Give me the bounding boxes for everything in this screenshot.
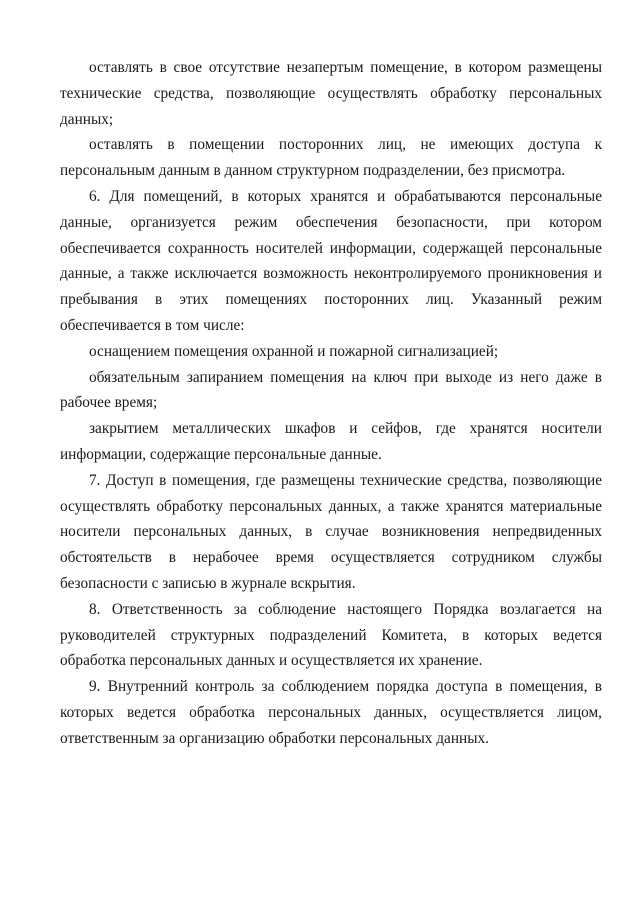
paragraph-outsiders-unattended: оставлять в помещении посторонних лиц, не имеющих доступа к персональным данным в данном структурном подразделении, без присмотра. [60,136,602,180]
paragraph-6-security-regime: 6. Для помещений, в которых хранятся и обрабатываются персональные данные, организуется режим обеспечения безопасности, при котором обеспечивается сохранность носителей информации, содержащей персональные данные, а также исключается возможность неконтролируемого проникновения и пребывания в этих помещениях посторонних лиц. Указанный режим обеспечивается в том числе: [60,187,602,334]
paragraph-alarm-system: оснащением помещения охранной и пожарной сигнализацией; [89,342,499,360]
paragraph-9-internal-control: 9. Внутренний контроль за соблюдением порядка доступа в помещения, в которых ведется обработка персональных данных, осуществляется лицом, ответственным за организацию обработки персональных данных. [60,678,602,747]
paragraph-locking-room: обязательным запиранием помещения на ключ при выходе из него даже в рабочее время; [60,368,602,412]
paragraph-7-emergency-access: 7. Доступ в помещения, где размещены технические средства, позволяющие осуществлять обработку персональных данных, а также хранятся материальные носители персональных данных, в случае возникновения непредвиденных обстоятельств в нерабочее время осуществляется сотрудником службы безопасности с записью в журнале вскрытия. [60,471,602,592]
document-body [60,55,602,752]
paragraph-closing-safes: закрытием металлических шкафов и сейфов, где хранятся носители информации, содержащие персональные данные. [60,420,602,463]
paragraph-8-responsibility: 8. Ответственность за соблюдение настоящего Порядка возлагается на руководителей структурных подразделений Комитета, в которых ведется обработка персональных данных и осуществляется их хранение. [60,600,602,670]
paragraph-unlocked-room: оставлять в свое отсутствие незапертым помещение, в котором размещены технические средства, позволяющие осуществлять обработку персональных данных; [60,59,602,128]
